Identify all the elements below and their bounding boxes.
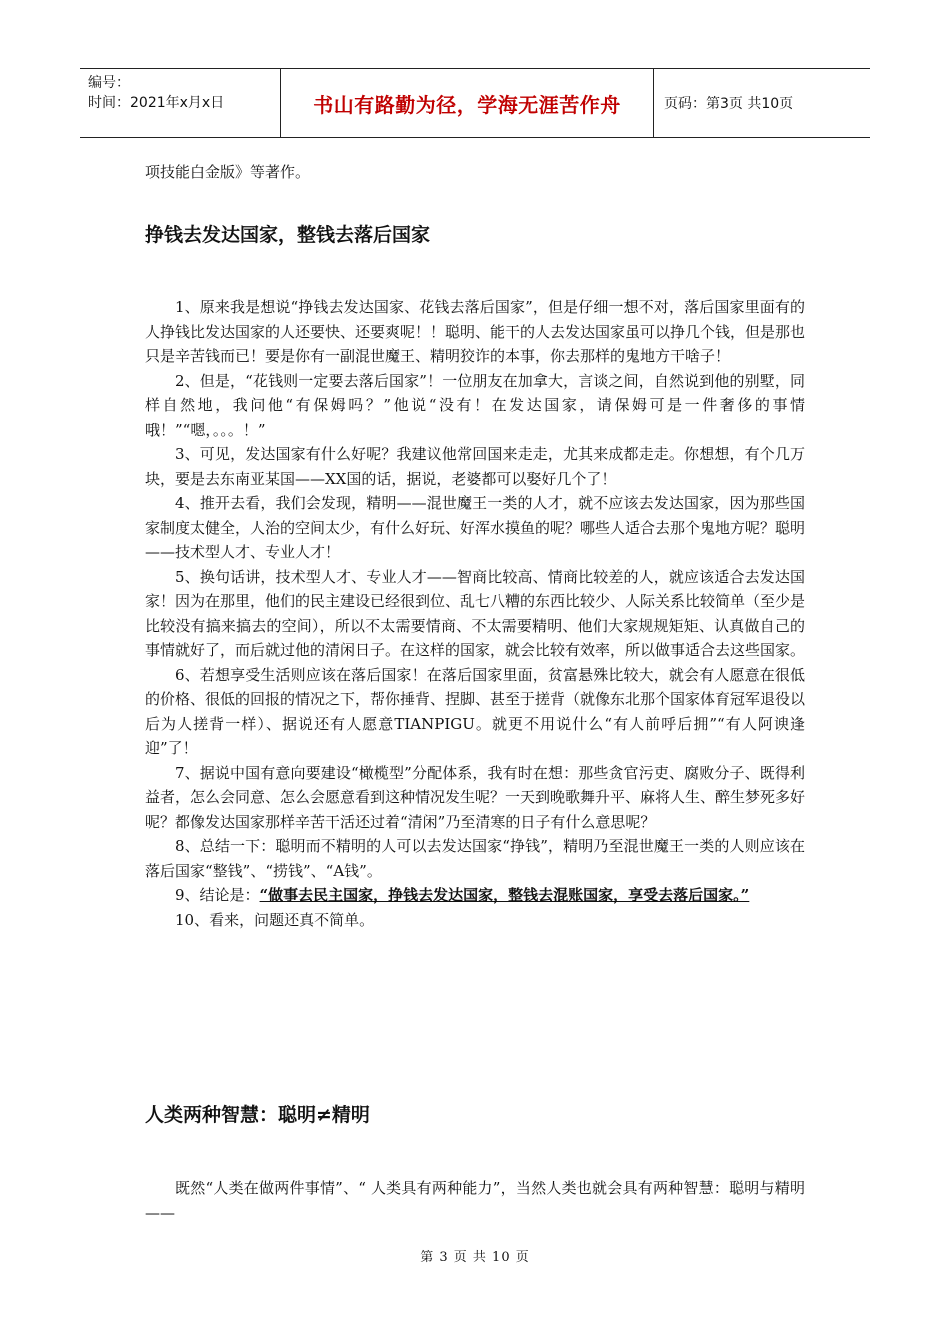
paragraph-6: 6、若想享受生活则应该在落后国家！在落后国家里面，贫富悬殊比较大，就会有人愿意在很低的价格、很低的回报的情况之下，帮你捶背、捏脚、甚至于搓背（就像东北那个国家体育冠军退役以后为人搓背一样）、据说还有人愿意TIANPIGU。就更不用说什么“有人前呼后拥”“有人阿谀逢迎”了！ bbox=[145, 665, 806, 757]
section1-title-block bbox=[145, 220, 805, 247]
page-footer: 第 3 页 共 10 页 bbox=[420, 1250, 530, 1265]
paragraph-4: 4、推开去看，我们会发现，精明——混世魔王一类的人才，就不应该去发达国家，因为那些国家制度太健全，人治的空间太少，有什么好玩、好浑水摸鱼的呢？哪些人适合去那个鬼地方呢？聪明——技术型人才、专业人才！ bbox=[145, 494, 806, 561]
section1-body bbox=[145, 295, 805, 932]
section2-paragraph: 既然“人类在做两件事情”、“ 人类具有两种能力”，当然人类也就会具有两种智慧：聪明与精明—— bbox=[145, 1179, 805, 1222]
page-header bbox=[80, 68, 870, 138]
section1-title: 挣钱去发达国家，整钱去落后国家 bbox=[145, 224, 431, 246]
paragraph-10: 10、看来，问题还真不简单。 bbox=[175, 910, 375, 929]
section2-body bbox=[145, 1176, 805, 1225]
carry-over-text: 项技能白金版》等著作。 bbox=[145, 163, 311, 181]
paragraph-1: 1、原来我是想说“挣钱去发达国家、花钱去落后国家”，但是仔细一想不对，落后国家里面有的人挣钱比发达国家的人还要快、还要爽呢！！聪明、能干的人去发达国家虽可以挣几个钱，但是那也只是辛苦钱而已！要是你有一副混世魔王、精明狡诈的本事，你去那样的鬼地方干啥子！ bbox=[145, 298, 806, 365]
section2-title: 人类两种智慧：聪明≠精明 bbox=[145, 1104, 370, 1126]
carry-over-text-block bbox=[145, 160, 805, 185]
paragraph-2: 2、但是，“花钱则一定要去落后国家”！一位朋友在加拿大，言谈之间，自然说到他的别墅，同样自然地，我问他“有保姆吗？”他说“没有！在发达国家，请保姆可是一件奢侈的事情哦！”“嗯，。。。！” bbox=[145, 371, 805, 439]
section2-title-block bbox=[145, 1100, 805, 1127]
paragraph-9 bbox=[145, 883, 805, 908]
date-label: 时间：2021年x月x日 bbox=[88, 95, 225, 111]
paragraph-7: 7、据说中国有意向要建设“橄榄型”分配体系，我有时在想：那些贪官污吏、腐败分子、既得利益者，怎么会同意、怎么会愿意看到这种情况发生呢？一天到晚歌舞升平、麻将人生、醉生梦死多好呢？都像发达国家那样辛苦干活还过着“清闲”乃至清寒的日子有什么意思呢？ bbox=[145, 763, 806, 831]
conclusion-quote: “做事去民主国家，挣钱去发达国家，整钱去混账国家，享受去落后国家。” bbox=[259, 886, 750, 904]
paragraph-3: 3、可见，发达国家有什么好呢？我建议他常回国来走走，尤其来成都走走。你想想，有个几万块，要是去东南亚某国——XX国的话，据说，老婆都可以娶好几个了！ bbox=[145, 445, 805, 488]
header-motto: 书山有路勤为径，学海无涯苦作舟 bbox=[280, 69, 654, 137]
paragraph-8: 8、总结一下：聪明而不精明的人可以去发达国家“挣钱”，精明乃至混世魔王一类的人则应该在落后国家“整钱”、“捞钱”、“A钱”。 bbox=[145, 837, 805, 880]
paragraph-9-prefix: 9、结论是： bbox=[175, 886, 260, 904]
header-page-info: 页码：第3页 共10页 bbox=[664, 96, 794, 112]
number-label: 编号： bbox=[88, 75, 130, 91]
paragraph-5: 5、换句话讲，技术型人才、专业人才——智商比较高、情商比较差的人，就应该适合去发达国家！因为在那里，他们的民主建设已经很到位、乱七八糟的东西比较少、人际关系比较简单（至少是比较没有搞来搞去的空间），所以不太需要情商、不太需要精明、他们大家规规矩矩、认真做自己的事情就好了，而后就过他的清闲日子。在这样的国家，就会比较有效率，所以做事适合去这些国家。 bbox=[145, 567, 806, 659]
header-left bbox=[80, 69, 280, 137]
